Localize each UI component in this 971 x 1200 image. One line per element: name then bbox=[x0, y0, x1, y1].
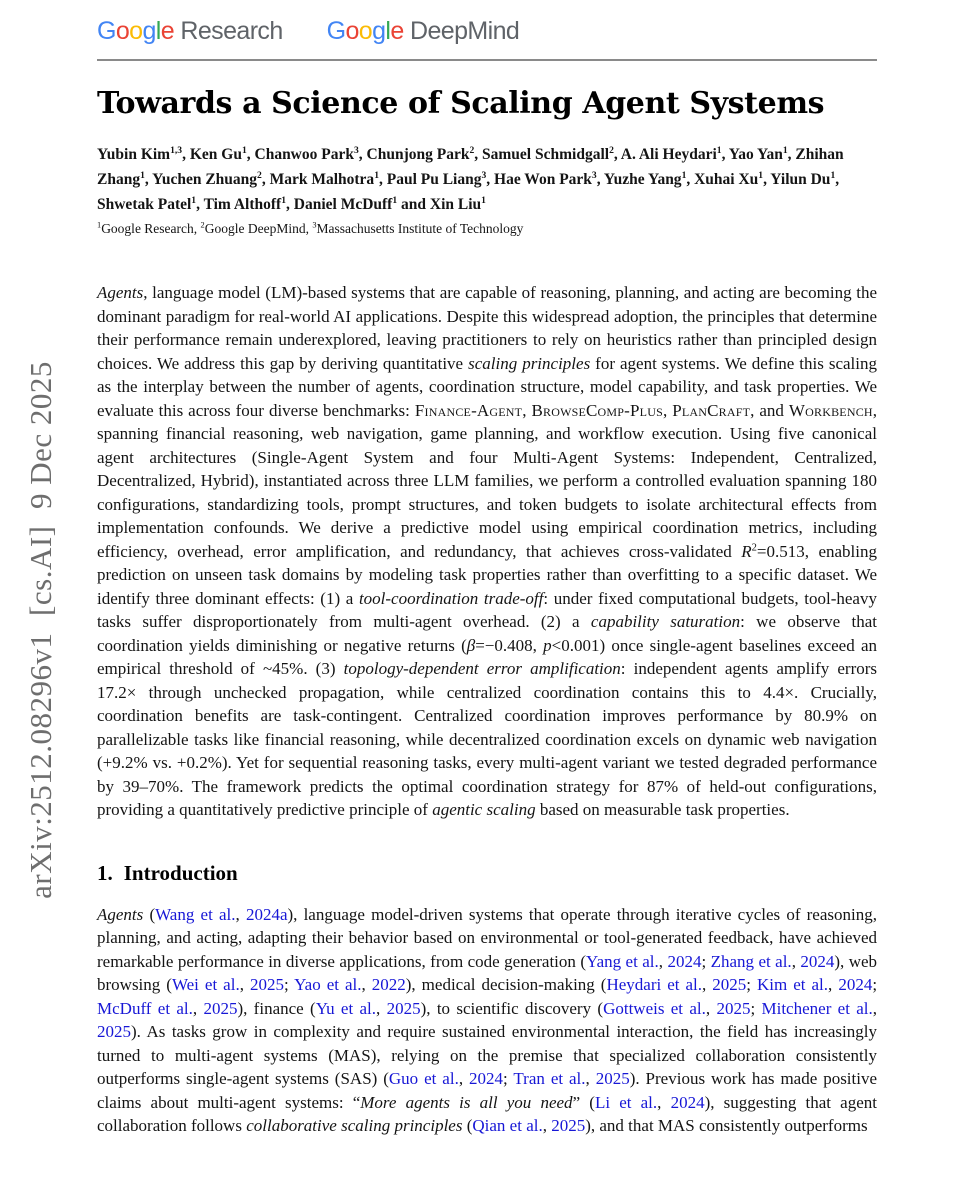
affiliations: $^1$Google Research, $^2$Google DeepMind, $^3$Massachusetts Institute of Technology bbox=[97, 220, 524, 236]
citation-link[interactable]: Wei et al. bbox=[171, 975, 240, 994]
citation-link[interactable]: Li et al. bbox=[594, 1092, 658, 1112]
citation-link[interactable]: 2025 bbox=[712, 975, 747, 994]
citation-link[interactable]: Gottweis et al. bbox=[603, 998, 706, 1018]
citation-link[interactable]: 2024 bbox=[667, 951, 702, 971]
paper-title: Towards a Science of Scaling Agent Systems bbox=[97, 86, 825, 121]
citation-link[interactable]: Tran et al. bbox=[513, 1069, 586, 1088]
citation-link[interactable]: 2024a bbox=[245, 904, 288, 924]
google-research-logo: Google Research bbox=[97, 17, 283, 45]
citation-link[interactable]: 2025 bbox=[551, 1116, 586, 1135]
citation-link[interactable]: McDuff et al. bbox=[97, 998, 193, 1018]
introduction-paragraph: Agents (Wang et al., 2024a), language model-driven systems that operate through iterative cycles of reasoning, planning, and acting, adapting their behavior based on environmental or tool-generated feedback, have achieved remarkable performance in diverse applications, from code generation (Yang et al., 2024; Zhang et al., 2024), web browsing (Wei et al., 2025; Yao et al., 2022), medical decision-making (Heydari et al., 2025; Kim et al., 2024; McDuff et al., 2025), finance (Yu et al., 2025), to scientific discovery (Gottweis et al., 2025; Mitchener et al., 2025). As tasks grow in complexity and require sustained environmental interaction, the field has increasingly turned to multi-agent systems (MAS), relying on the premise that specialized collaboration consistently outperforms single-agent systems (SAS) (Guo et al., 2024; Tran et al., 2025). Previous work has made positive claims about multi-agent systems: “More agents is all you need” (Li et al., 2024), suggesting that agent collaboration follows collaborative scaling principles (Qian et al., 2025), and that MAS consistently outperforms bbox=[97, 904, 878, 1135]
citation-link[interactable]: 2025 bbox=[386, 998, 421, 1018]
paper-content bbox=[97, 0, 877, 1138]
author-list: Yubin Kim$^{1,3}$, Ken Gu$^1$, Chanwoo Park$^3$, Chunjong Park$^2$, Samuel Schmidgall$^2$, A. Ali Heydari$^1$, Yao Yan$^1$, Zhihan Zhang$^1$, Yuchen Zhuang$^2$, Mark Malhotra$^1$, Paul Pu Liang$^3$, Hae Won Park$^3$, Yuzhe Yang$^1$, Xuhai Xu$^1$, Yilun Du$^1$, Shwetak Patel$^1$, Tim Althoff$^1$, Daniel McDuff$^1$ and Xin Liu$^1$ bbox=[97, 144, 844, 213]
citation-link[interactable]: 2025 bbox=[97, 1022, 131, 1041]
header-divider bbox=[97, 59, 877, 61]
section-title: Introduction bbox=[123, 860, 238, 885]
section-number: 1. bbox=[97, 860, 113, 885]
section-heading-introduction bbox=[97, 861, 877, 886]
abstract-paragraph: Agents, language model (LM)-based systems that are capable of reasoning, planning, and acting are becoming the dominant paradigm for real-world AI applications. Despite this widespread adoption, the principles that determine their performance remain underexplored, leaving practitioners to rely on heuristics rather than principled design choices. We address this gap by deriving quantitative scaling principles for agent systems. We define this scaling as the interplay between the number of agents, coordination structure, model capability, and task properties. We evaluate this across four diverse benchmarks: Finance-Agent, BrowseComp-Plus, PlanCraft, and Workbench, spanning financial reasoning, web navigation, game planning, and workflow execution. Using five canonical agent architectures (Single-Agent System and four Multi-Agent Systems: Independent, Centralized, Decentralized, Hybrid), instantiated across three LLM families, we perform a controlled evaluation spanning 180 configurations, standardizing tools, prompt structures, and token budgets to isolate architectural effects from implementation confounds. We derive a predictive model using empirical coordination metrics, including efficiency, overhead, error amplification, and redundancy, that achieves cross-validated $R^2=0.513$, enabling prediction on unseen task domains by modeling task properties rather than overfitting to a specific dataset. We identify three dominant effects: (1) a tool-coordination trade-off: under fixed computational budgets, tool-heavy tasks suffer disproportionately from multi-agent overhead. (2) a capability saturation: we observe that coordination yields diminishing or negative returns (β=−0.408, p<0.001) once single-agent baselines exceed an empirical threshold of ~45%. (3) topology-dependent error amplification: independent agents amplify errors 17.2× through unchecked propagation, while centralized coordination contains this to 4.4×. Crucially, coordination benefits are task-contingent. Centralized coordination improves performance by 80.9% on parallelizable tasks like financial reasoning, while decentralized coordination excels on dynamic web navigation (+9.2% vs. +0.2%). Yet for sequential reasoning tasks, every multi-agent variant we tested degraded performance by 39–70%. The framework predicts the optimal coordination strategy for 87% of held-out configurations, providing a quantitatively predictive principle of agentic scaling based on measurable task properties. bbox=[97, 283, 878, 819]
citation-link[interactable]: Yao et al. bbox=[294, 975, 362, 994]
citation-link[interactable]: Guo et al. bbox=[388, 1069, 459, 1088]
citation-link[interactable]: 2025 bbox=[716, 998, 751, 1018]
citation-link[interactable]: 2024 bbox=[670, 1092, 705, 1112]
citation-link[interactable]: Mitchener et al. bbox=[761, 998, 873, 1018]
paper-header bbox=[97, 17, 877, 61]
citation-link[interactable]: 2024 bbox=[838, 975, 873, 994]
citation-link[interactable]: 2022 bbox=[371, 975, 406, 994]
citation-link[interactable]: Yang et al. bbox=[586, 951, 659, 971]
citation-link[interactable]: 2025 bbox=[249, 975, 284, 994]
citation-link[interactable]: 2024 bbox=[469, 1069, 504, 1088]
arxiv-watermark: arXiv:2512.08296v1 [cs.AI] 9 Dec 2025 bbox=[23, 361, 58, 899]
citation-link[interactable]: Kim et al. bbox=[757, 975, 829, 994]
citation-link[interactable]: 2025 bbox=[203, 998, 238, 1018]
citation-link[interactable]: Wang et al. bbox=[155, 904, 236, 924]
citation-link[interactable]: Qian et al. bbox=[472, 1116, 543, 1135]
citation-link[interactable]: 2025 bbox=[595, 1069, 630, 1088]
citation-link[interactable]: Zhang et al. bbox=[710, 951, 792, 971]
citation-link[interactable]: Yu et al. bbox=[315, 998, 377, 1018]
logo-row bbox=[97, 17, 877, 46]
citation-link[interactable]: 2024 bbox=[800, 951, 835, 971]
citation-link[interactable]: Heydari et al. bbox=[606, 975, 703, 994]
google-deepmind-logo: Google DeepMind bbox=[326, 17, 520, 45]
